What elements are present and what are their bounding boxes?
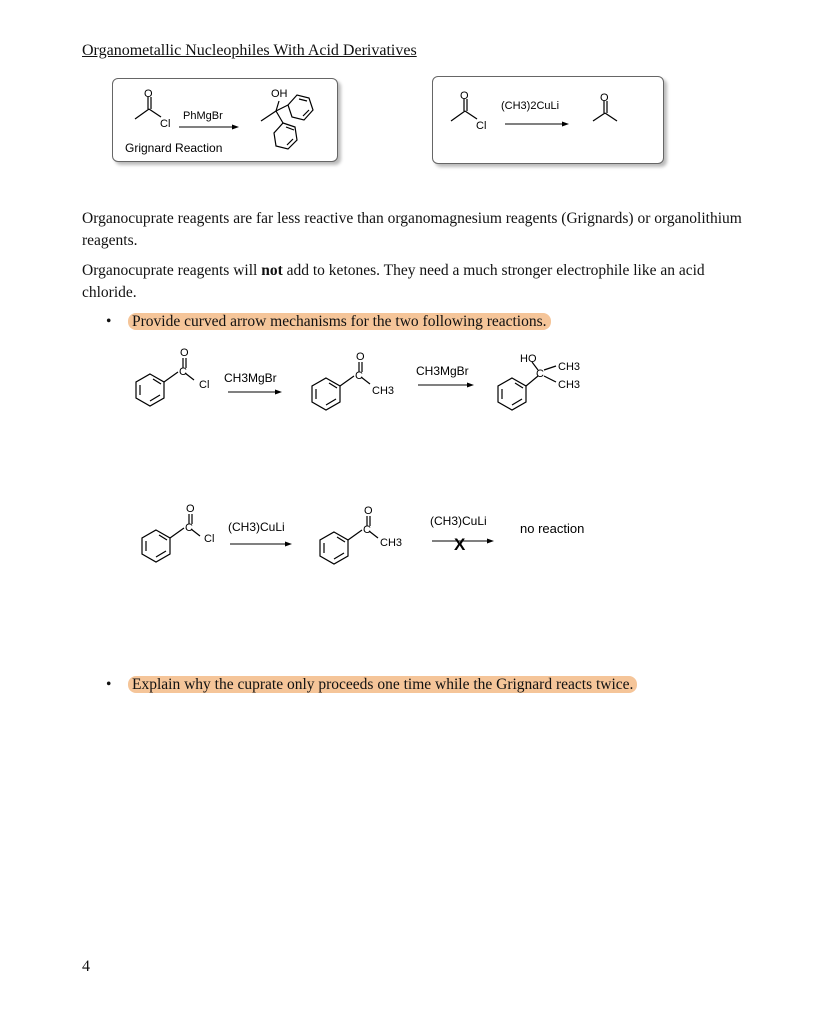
page-title: Organometallic Nucleophiles With Acid Derivatives <box>82 42 417 59</box>
r1-arrowhead-1 <box>275 390 282 395</box>
bullet-dot-2: • <box>106 676 112 693</box>
r1-int-methyl: CH3 <box>372 385 395 397</box>
cuprate-sm-chlorine: Cl <box>476 120 487 132</box>
r2-int-carbon: C <box>363 524 371 536</box>
bullet-item-2 <box>128 676 637 694</box>
r2-arrowhead-1 <box>285 542 292 547</box>
grignard-sm-chlorine: Cl <box>160 118 171 130</box>
r2-sm-chlorine: Cl <box>204 533 215 545</box>
cuprate-acetyl-chloride-structure <box>451 99 477 121</box>
r2-blocked-x-icon: X <box>454 535 466 554</box>
paragraph-ketones <box>82 260 742 304</box>
paragraph-ketones-start: Organocuprate reagents will <box>82 262 262 279</box>
grignard-reagent: PhMgBr <box>183 110 223 122</box>
bullet-mechanisms: Provide curved arrow mechanisms for the two following reactions. <box>128 313 551 330</box>
cuprate-reagent: (CH3)2CuLi <box>501 100 560 112</box>
r1-int-carbon: C <box>355 370 363 382</box>
paragraph-ketones-bold: not <box>261 262 283 279</box>
reaction-1-scheme <box>120 340 620 440</box>
r2-int-methyl: CH3 <box>380 537 403 549</box>
r2-sm-oxygen: O <box>186 503 195 515</box>
tertiary-alcohol-structure <box>261 95 313 149</box>
r1-prod-hydroxyl: HO <box>520 353 537 365</box>
page-number: 4 <box>82 958 90 975</box>
r1-int-oxygen: O <box>356 351 365 363</box>
bullet-explain: Explain why the cuprate only proceeds one time while the Grignard reacts twice. <box>128 676 637 693</box>
cuprate-reaction-box <box>432 76 664 164</box>
cuprate-arrowhead <box>562 122 569 127</box>
r2-arrowhead-2 <box>487 539 494 544</box>
bullet-item-1 <box>128 313 551 331</box>
grignard-arrowhead <box>232 125 239 130</box>
grignard-caption: Grignard Reaction <box>125 141 223 155</box>
r1-sm-chlorine: Cl <box>199 379 210 391</box>
r2-sm-carbon: C <box>185 522 193 534</box>
r1-reagent-1: CH3MgBr <box>224 371 277 385</box>
bullet-dot-1: • <box>106 313 112 330</box>
cuprate-product-oxygen: O <box>600 92 609 104</box>
reaction-2-scheme <box>124 494 624 584</box>
r2-reagent-2: (CH3)CuLi <box>430 514 487 528</box>
grignard-reaction-box <box>112 78 338 162</box>
cuprate-scheme <box>433 77 663 163</box>
acetyl-chloride-structure <box>135 97 161 119</box>
grignard-sm-oxygen: O <box>144 88 153 100</box>
paragraph-reactivity: Organocuprate reagents are far less reactive than organomagnesium reagents (Grignards) or organolithium reagents. <box>82 210 742 249</box>
r1-arrowhead-2 <box>467 383 474 388</box>
r2-no-reaction-label: no reaction <box>520 521 585 536</box>
r1-sm-oxygen: O <box>180 347 189 359</box>
r1-sm-carbon: C <box>179 366 187 378</box>
grignard-product-hydroxyl: OH <box>271 88 288 100</box>
paragraph-ketones-end: add to ketones. They need a much stronger electrophile like an acid chloride. <box>82 262 705 301</box>
tertiary-alcohol-structure-1 <box>498 362 556 410</box>
r1-prod-carbon: C <box>536 368 544 380</box>
r1-prod-methyl-a: CH3 <box>558 361 581 373</box>
r2-int-oxygen: O <box>364 505 373 517</box>
cuprate-sm-oxygen: O <box>460 90 469 102</box>
r2-reagent-1: (CH3)CuLi <box>228 520 285 534</box>
r1-prod-methyl-b: CH3 <box>558 379 581 391</box>
acetone-structure <box>593 101 617 121</box>
grignard-scheme <box>113 79 337 161</box>
r1-reagent-2: CH3MgBr <box>416 364 469 378</box>
